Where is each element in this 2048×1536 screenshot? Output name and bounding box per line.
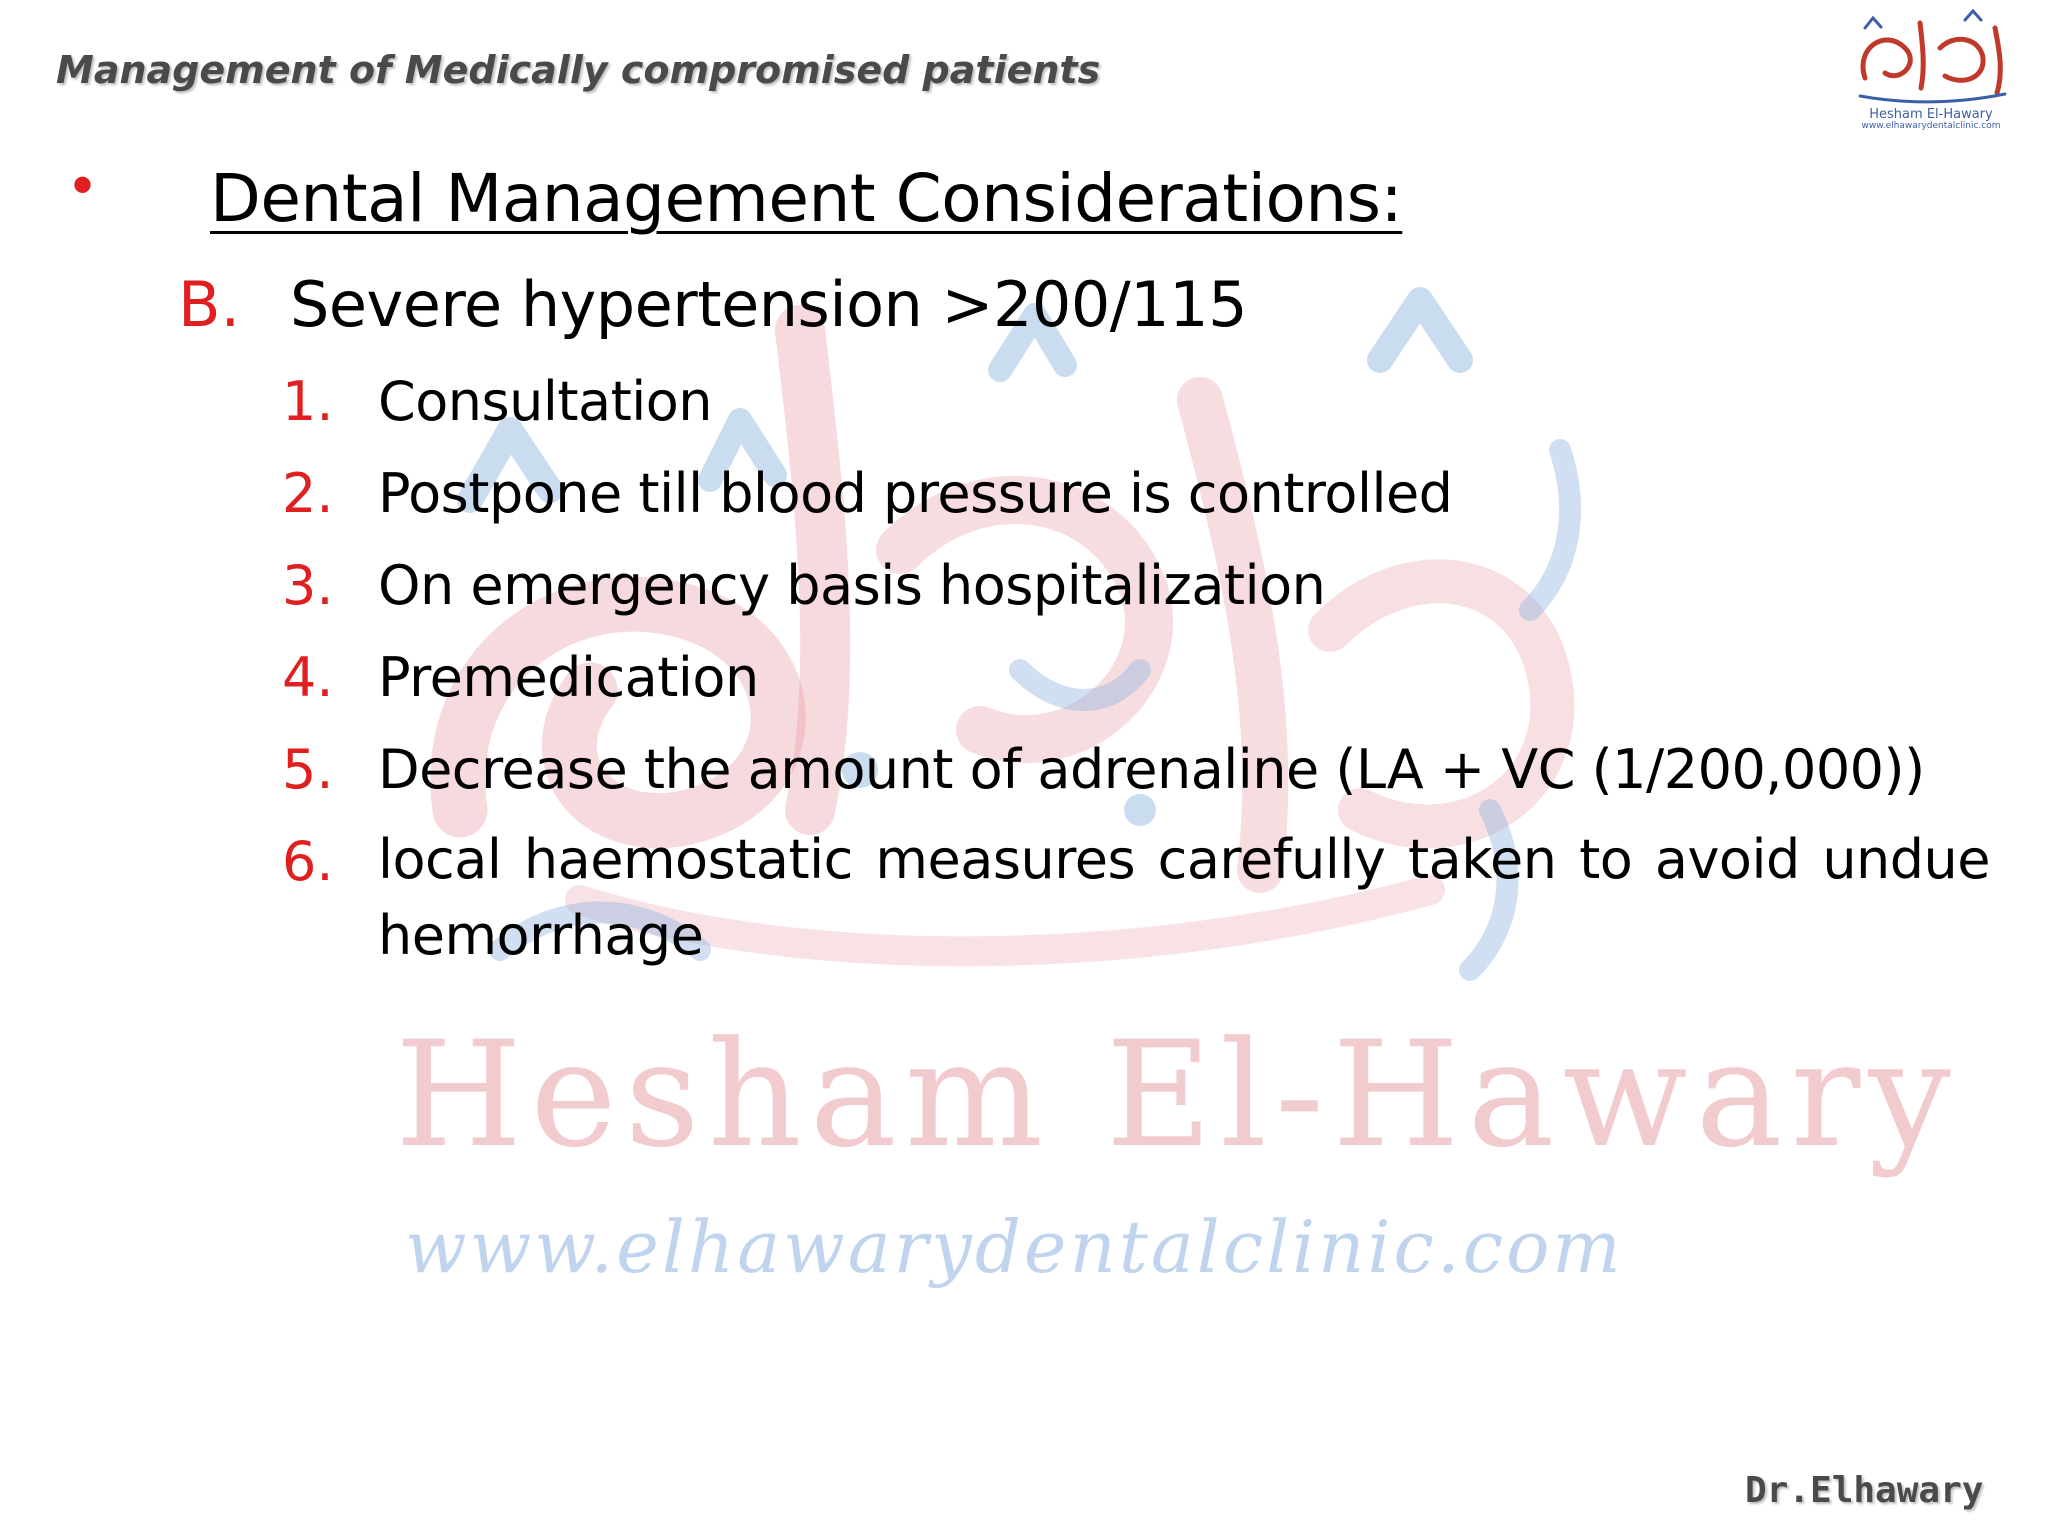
logo [1845, 8, 2017, 138]
subheading-text: Severe hypertension >200/115 [290, 268, 1248, 341]
list-item-text: local haemostatic measures carefully taken to avoid undue hemorrhage [378, 828, 1990, 967]
header-title: Management of Medically compromised patients [56, 48, 1101, 92]
subheading-marker: B. [178, 268, 241, 341]
watermark-name: Hesham El-Hawary [395, 1010, 1959, 1180]
list-item-text: On emergency basis hospitalization [378, 554, 1326, 617]
list-item-number: 5. [282, 738, 334, 801]
footer-author: Dr.Elhawary [1745, 1470, 1984, 1511]
logo-caption-name: Hesham El-Hawary [1869, 107, 1993, 122]
list-item-text: Postpone till blood pressure is controlled [378, 462, 1453, 525]
logo-caption-url: www.elhawarydentalclinic.com [1861, 121, 2001, 132]
slide-heading: Dental Management Considerations: [210, 160, 1403, 237]
list-item-text: Consultation [378, 370, 713, 433]
list-item-number: 2. [282, 462, 334, 525]
list-item-text: Premedication [378, 646, 759, 709]
list-item-number: 6. [282, 830, 334, 893]
logo-calligraphy-icon [1845, 8, 2017, 108]
list-item-text: Decrease the amount of adrenaline (LA + VC (1/200,000)) [378, 738, 1925, 801]
watermark-url: www.elhawarydentalclinic.com [405, 1205, 1624, 1289]
list-item-number: 1. [282, 370, 334, 433]
bullet-marker: • [72, 151, 94, 218]
list-item-number: 4. [282, 646, 334, 709]
list-item-number: 3. [282, 554, 334, 617]
